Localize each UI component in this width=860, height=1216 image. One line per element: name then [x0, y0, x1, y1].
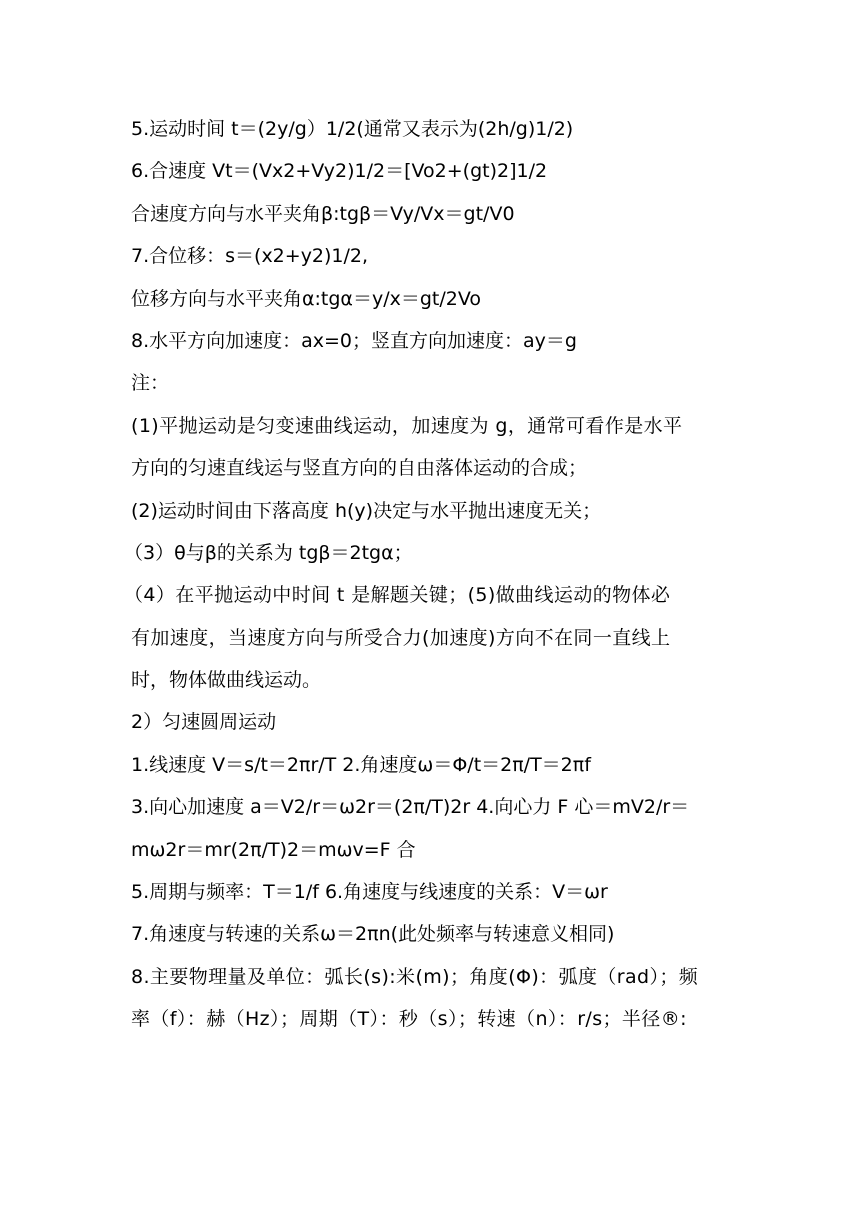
text-line: 3.向心加速度 a＝V2/r＝ω2r＝(2π/T)2r 4.向心力 F 心＝mV2/r＝	[131, 796, 690, 819]
text-line: 1.线速度 V＝s/t＝2πr/T 2.角速度ω＝Φ/t＝2π/T＝2πf	[131, 753, 591, 776]
text-line: 8.主要物理量及单位：弧长(s):米(m)；角度(Φ)：弧度（rad）；频	[131, 965, 699, 988]
text-line: 7.角速度与转速的关系ω＝2πn(此处频率与转速意义相同)	[131, 923, 615, 946]
text-line: mω2r＝mr(2π/T)2＝mωv=F 合	[131, 838, 416, 861]
text-line: 方向的匀速直线运与竖直方向的自由落体运动的合成；	[131, 457, 588, 480]
text-line: (1)平抛运动是匀变速曲线运动，加速度为 g，通常可看作是水平	[131, 414, 683, 437]
text-line: （3）θ与β的关系为 tgβ＝2tgα；	[124, 541, 413, 564]
text-line: 6.合速度 Vt＝(Vx2+Vy2)1/2＝[Vo2+(gt)2]1/2	[131, 160, 548, 183]
text-line: 8.水平方向加速度：ax=0；竖直方向加速度：ay＝g	[131, 329, 577, 352]
text-line: 时，物体做曲线运动。	[131, 669, 322, 692]
text-line: 注：	[131, 372, 170, 395]
text-line: （4）在平抛运动中时间 t 是解题关键；(5)做曲线运动的物体必	[124, 584, 671, 607]
text-line: 5.周期与频率：T＝1/f 6.角速度与线速度的关系：V＝ωr	[131, 881, 608, 904]
text-line: 率（f）：赫（Hz）；周期（T）：秒（s）；转速（n）：r/s；半径®:	[131, 1008, 687, 1031]
document-body	[124, 108, 733, 1041]
text-line: 合速度方向与水平夹角β:tgβ＝Vy/Vx＝gt/V0	[131, 202, 515, 225]
text-line: (2)运动时间由下落高度 h(y)决定与水平抛出速度无关；	[131, 499, 602, 522]
text-line: 5.运动时间 t＝(2y/g）1/2(通常又表示为(2h/g)1/2)	[131, 118, 574, 140]
text-line: 2）匀速圆周运动	[131, 711, 277, 734]
text-line: 位移方向与水平夹角α:tgα＝y/x＝gt/2Vo	[131, 287, 481, 310]
text-line: 7.合位移：s＝(x2+y2)1/2,	[131, 245, 369, 268]
text-line: 有加速度，当速度方向与所受合力(加速度)方向不在同一直线上	[131, 626, 671, 649]
